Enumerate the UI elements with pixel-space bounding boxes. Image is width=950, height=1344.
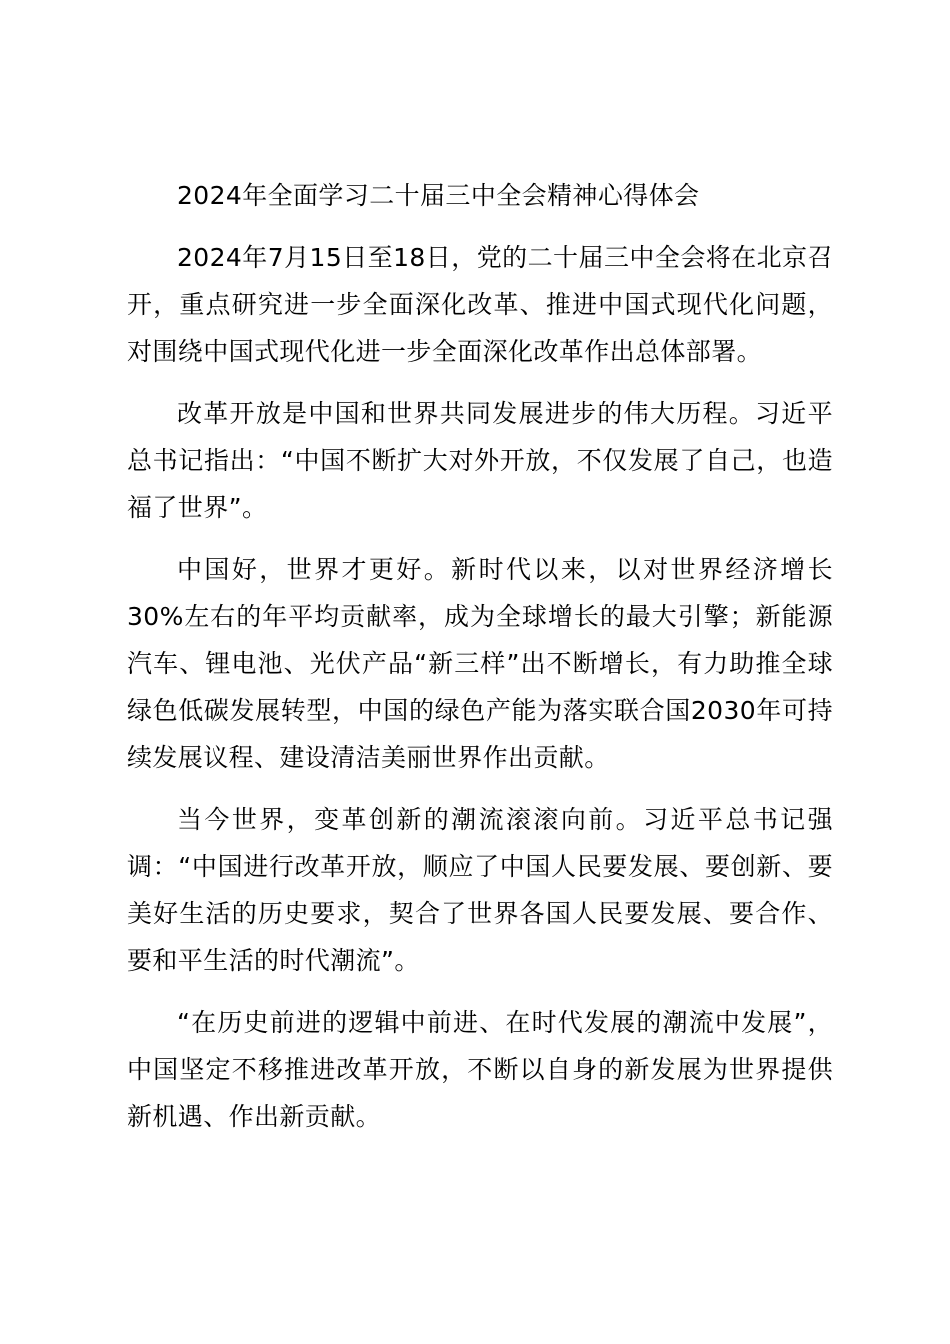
document-title: 2024年全面学习二十届三中全会精神心得体会 bbox=[177, 181, 700, 210]
paragraph-1: 2024年7月15日至18日，党的二十届三中全会将在北京召开，重点研究进一步全面深化改革、推进中国式现代化问题，对围绕中国式现代化进一步全面深化改革作出总体部署。 bbox=[127, 243, 833, 366]
paragraph-3: 中国好，世界才更好。新时代以来，以对世界经济增长30%左右的年平均贡献率，成为全球增长的最大引擎；新能源汽车、锂电池、光伏产品“新三样”出不断增长，有力助推全球绿色低碳发展转型，中国的绿色产能为落实联合国2030年可持续发展议程、建设清洁美丽世界作出贡献。 bbox=[127, 555, 833, 772]
document-body bbox=[127, 172, 833, 1155]
paragraph-5: “在历史前进的逻辑中前进、在时代发展的潮流中发展”，中国坚定不移推进改革开放，不断以自身的新发展为世界提供新机遇、作出新贡献。 bbox=[127, 1008, 833, 1131]
paragraph-2: 改革开放是中国和世界共同发展进步的伟大历程。习近平总书记指出：“中国不断扩大对外开放，不仅发展了自己，也造福了世界”。 bbox=[127, 399, 833, 522]
paragraph-4: 当今世界，变革创新的潮流滚滚向前。习近平总书记强调：“中国进行改革开放，顺应了中国人民要发展、要创新、要美好生活的历史要求，契合了世界各国人民要发展、要合作、要和平生活的时代潮流”。 bbox=[127, 805, 833, 975]
